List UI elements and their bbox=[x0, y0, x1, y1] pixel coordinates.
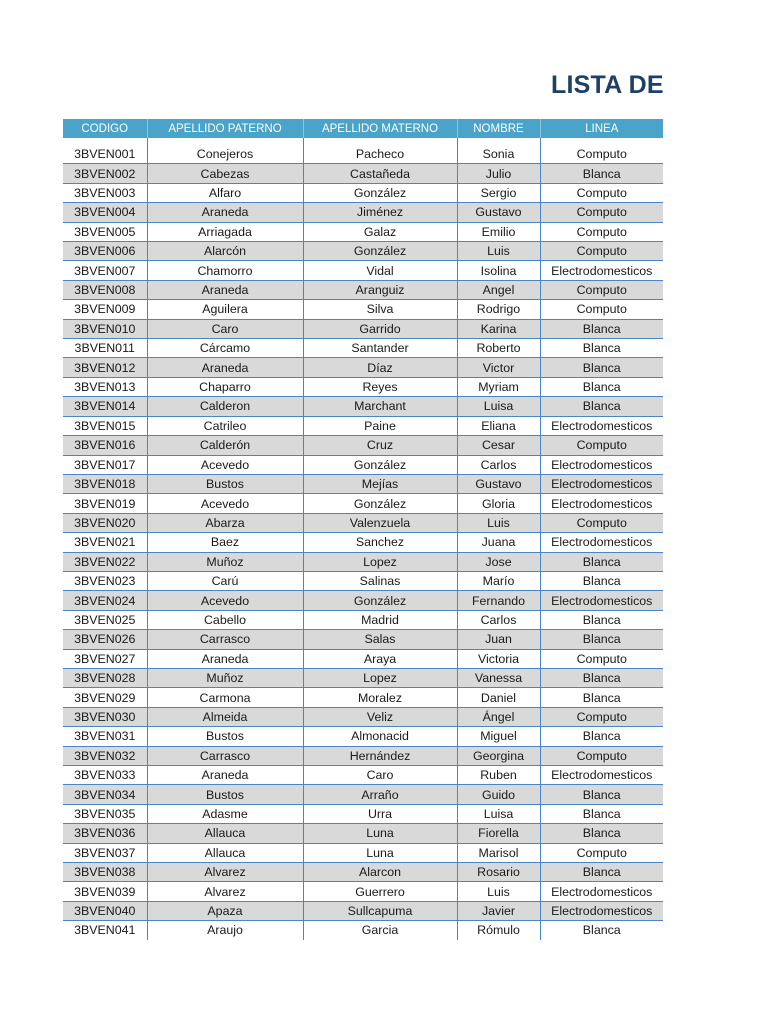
nombre-cell[interactable]: Carlos bbox=[457, 455, 540, 474]
apellido-paterno-cell[interactable]: Muñoz bbox=[147, 668, 303, 687]
table-row bbox=[63, 339, 663, 358]
linea-cell[interactable]: Electrodomesticos bbox=[540, 901, 663, 920]
linea-cell[interactable]: Blanca bbox=[540, 863, 663, 882]
codigo-cell[interactable]: 3BVEN005 bbox=[63, 222, 147, 241]
codigo-cell[interactable]: 3BVEN033 bbox=[63, 766, 147, 785]
nombre-cell[interactable]: Marío bbox=[457, 571, 540, 590]
apellido-paterno-cell[interactable]: Adasme bbox=[147, 804, 303, 823]
nombre-cell[interactable]: Rosario bbox=[457, 863, 540, 882]
codigo-cell[interactable]: 3BVEN026 bbox=[63, 630, 147, 649]
apellido-paterno-cell[interactable]: Acevedo bbox=[147, 591, 303, 610]
linea-cell[interactable]: Electrodomesticos bbox=[540, 474, 663, 493]
linea-cell[interactable]: Computo bbox=[540, 300, 663, 319]
linea-cell[interactable]: Blanca bbox=[540, 610, 663, 629]
nombre-cell[interactable]: Cesar bbox=[457, 436, 540, 455]
apellido-paterno-cell[interactable]: Araneda bbox=[147, 649, 303, 668]
linea-cell[interactable]: Computo bbox=[540, 649, 663, 668]
table-row bbox=[63, 203, 663, 222]
linea-cell[interactable]: Electrodomesticos bbox=[540, 766, 663, 785]
apellido-paterno-cell[interactable]: Araneda bbox=[147, 280, 303, 299]
nombre-cell[interactable]: Javier bbox=[457, 901, 540, 920]
linea-cell[interactable]: Electrodomesticos bbox=[540, 591, 663, 610]
codigo-cell[interactable]: 3BVEN038 bbox=[63, 863, 147, 882]
codigo-cell[interactable]: 3BVEN041 bbox=[63, 921, 147, 940]
table-row bbox=[63, 727, 663, 746]
linea-cell[interactable]: Computo bbox=[540, 183, 663, 202]
codigo-cell[interactable]: 3BVEN020 bbox=[63, 513, 147, 532]
apellido-materno-cell[interactable]: González bbox=[303, 494, 457, 513]
linea-cell[interactable]: Electrodomesticos bbox=[540, 416, 663, 435]
nombre-cell[interactable]: Sergio bbox=[457, 183, 540, 202]
nombre-cell[interactable]: Fernando bbox=[457, 591, 540, 610]
apellido-materno-cell[interactable]: Reyes bbox=[303, 377, 457, 396]
table-row bbox=[63, 280, 663, 299]
linea-cell[interactable]: Blanca bbox=[540, 358, 663, 377]
linea-cell[interactable]: Blanca bbox=[540, 377, 663, 396]
apellido-paterno-cell[interactable]: Allauca bbox=[147, 843, 303, 862]
codigo-cell[interactable]: 3BVEN034 bbox=[63, 785, 147, 804]
table-row bbox=[63, 145, 663, 164]
nombre-cell[interactable]: Guido bbox=[457, 785, 540, 804]
codigo-cell[interactable]: 3BVEN002 bbox=[63, 164, 147, 183]
table-row bbox=[63, 591, 663, 610]
table-row bbox=[63, 397, 663, 416]
apellido-paterno-cell[interactable]: Chamorro bbox=[147, 261, 303, 280]
spacer-cell bbox=[63, 138, 147, 145]
table-row bbox=[63, 222, 663, 241]
header-gap bbox=[63, 138, 663, 145]
linea-cell[interactable]: Computo bbox=[540, 222, 663, 241]
apellido-materno-cell[interactable]: Luna bbox=[303, 843, 457, 862]
table-row bbox=[63, 921, 663, 940]
table-row bbox=[63, 164, 663, 183]
apellido-paterno-cell[interactable]: Apaza bbox=[147, 901, 303, 920]
nombre-cell[interactable]: Roberto bbox=[457, 339, 540, 358]
apellido-materno-cell[interactable]: Lopez bbox=[303, 552, 457, 571]
codigo-cell[interactable]: 3BVEN025 bbox=[63, 610, 147, 629]
apellido-materno-cell[interactable]: Veliz bbox=[303, 707, 457, 726]
spacer-row bbox=[63, 138, 663, 145]
codigo-cell[interactable]: 3BVEN012 bbox=[63, 358, 147, 377]
apellido-materno-cell[interactable]: Arraño bbox=[303, 785, 457, 804]
apellido-materno-cell[interactable]: Marchant bbox=[303, 397, 457, 416]
table-row bbox=[63, 455, 663, 474]
linea-cell[interactable]: Blanca bbox=[540, 630, 663, 649]
nombre-cell[interactable]: Ángel bbox=[457, 707, 540, 726]
apellido-materno-cell[interactable]: Madrid bbox=[303, 610, 457, 629]
apellido-materno-cell[interactable]: Silva bbox=[303, 300, 457, 319]
column-header-codigo[interactable]: CODIGO bbox=[63, 119, 147, 138]
codigo-cell[interactable]: 3BVEN004 bbox=[63, 203, 147, 222]
apellido-paterno-cell[interactable]: Carmona bbox=[147, 688, 303, 707]
table-row bbox=[63, 358, 663, 377]
apellido-paterno-cell[interactable]: Catrileo bbox=[147, 416, 303, 435]
apellido-materno-cell[interactable]: Guerrero bbox=[303, 882, 457, 901]
apellido-materno-cell[interactable]: Almonacid bbox=[303, 727, 457, 746]
page-title: LISTA DE bbox=[551, 71, 664, 99]
apellido-materno-cell[interactable]: Castañeda bbox=[303, 164, 457, 183]
codigo-cell[interactable]: 3BVEN006 bbox=[63, 242, 147, 261]
apellido-paterno-cell[interactable]: Cabello bbox=[147, 610, 303, 629]
linea-cell[interactable]: Computo bbox=[540, 746, 663, 765]
apellido-paterno-cell[interactable]: Abarza bbox=[147, 513, 303, 532]
apellido-paterno-cell[interactable]: Cárcamo bbox=[147, 339, 303, 358]
table-row bbox=[63, 552, 663, 571]
codigo-cell[interactable]: 3BVEN010 bbox=[63, 319, 147, 338]
apellido-materno-cell[interactable]: Aranguiz bbox=[303, 280, 457, 299]
nombre-cell[interactable]: Gustavo bbox=[457, 474, 540, 493]
apellido-materno-cell[interactable]: Araya bbox=[303, 649, 457, 668]
nombre-cell[interactable]: Rodrigo bbox=[457, 300, 540, 319]
apellido-materno-cell[interactable]: Jiménez bbox=[303, 203, 457, 222]
codigo-cell[interactable]: 3BVEN011 bbox=[63, 339, 147, 358]
apellido-paterno-cell[interactable]: Muñoz bbox=[147, 552, 303, 571]
table-row bbox=[63, 474, 663, 493]
apellido-paterno-cell[interactable]: Calderón bbox=[147, 436, 303, 455]
table-row bbox=[63, 882, 663, 901]
nombre-cell[interactable]: Gustavo bbox=[457, 203, 540, 222]
nombre-cell[interactable]: Ruben bbox=[457, 766, 540, 785]
nombre-cell[interactable]: Sonia bbox=[457, 145, 540, 164]
table-body bbox=[63, 145, 663, 940]
nombre-cell[interactable]: Gloria bbox=[457, 494, 540, 513]
nombre-cell[interactable]: Juan bbox=[457, 630, 540, 649]
table-row bbox=[63, 494, 663, 513]
apellido-materno-cell[interactable]: Paine bbox=[303, 416, 457, 435]
apellido-paterno-cell[interactable]: Almeida bbox=[147, 707, 303, 726]
codigo-cell[interactable]: 3BVEN015 bbox=[63, 416, 147, 435]
nombre-cell[interactable]: Fiorella bbox=[457, 824, 540, 843]
nombre-cell[interactable]: Victor bbox=[457, 358, 540, 377]
codigo-cell[interactable]: 3BVEN036 bbox=[63, 824, 147, 843]
spacer-cell bbox=[457, 138, 540, 145]
nombre-cell[interactable]: Juana bbox=[457, 533, 540, 552]
apellido-paterno-cell[interactable]: Allauca bbox=[147, 824, 303, 843]
linea-cell[interactable]: Blanca bbox=[540, 804, 663, 823]
apellido-paterno-cell[interactable]: Alarcón bbox=[147, 242, 303, 261]
apellido-materno-cell[interactable]: González bbox=[303, 242, 457, 261]
codigo-cell[interactable]: 3BVEN009 bbox=[63, 300, 147, 319]
apellido-materno-cell[interactable]: Vidal bbox=[303, 261, 457, 280]
linea-cell[interactable]: Computo bbox=[540, 242, 663, 261]
codigo-cell[interactable]: 3BVEN001 bbox=[63, 145, 147, 164]
codigo-cell[interactable]: 3BVEN007 bbox=[63, 261, 147, 280]
apellido-paterno-cell[interactable]: Acevedo bbox=[147, 494, 303, 513]
codigo-cell[interactable]: 3BVEN017 bbox=[63, 455, 147, 474]
apellido-paterno-cell[interactable]: Cabezas bbox=[147, 164, 303, 183]
linea-cell[interactable]: Blanca bbox=[540, 552, 663, 571]
apellido-materno-cell[interactable]: Santander bbox=[303, 339, 457, 358]
linea-cell[interactable]: Electrodomesticos bbox=[540, 533, 663, 552]
codigo-cell[interactable]: 3BVEN024 bbox=[63, 591, 147, 610]
table-row bbox=[63, 688, 663, 707]
linea-cell[interactable]: Electrodomesticos bbox=[540, 261, 663, 280]
codigo-cell[interactable]: 3BVEN013 bbox=[63, 377, 147, 396]
header-row bbox=[63, 119, 663, 138]
table-row bbox=[63, 746, 663, 765]
linea-cell[interactable]: Blanca bbox=[540, 571, 663, 590]
linea-cell[interactable]: Blanca bbox=[540, 688, 663, 707]
table-header bbox=[63, 119, 663, 138]
table-row bbox=[63, 668, 663, 687]
codigo-cell[interactable]: 3BVEN014 bbox=[63, 397, 147, 416]
table-row bbox=[63, 766, 663, 785]
apellido-paterno-cell[interactable]: Bustos bbox=[147, 785, 303, 804]
linea-cell[interactable]: Blanca bbox=[540, 668, 663, 687]
apellido-paterno-cell[interactable]: Conejeros bbox=[147, 145, 303, 164]
nombre-cell[interactable]: Luis bbox=[457, 242, 540, 261]
column-header-apellido-paterno[interactable]: APELLIDO PATERNO bbox=[147, 119, 303, 138]
apellido-paterno-cell[interactable]: Alvarez bbox=[147, 882, 303, 901]
apellido-materno-cell[interactable]: Galaz bbox=[303, 222, 457, 241]
table-row bbox=[63, 804, 663, 823]
apellido-paterno-cell[interactable]: Araujo bbox=[147, 921, 303, 940]
linea-cell[interactable]: Electrodomesticos bbox=[540, 455, 663, 474]
apellido-paterno-cell[interactable]: Carrasco bbox=[147, 746, 303, 765]
table-row bbox=[63, 707, 663, 726]
linea-cell[interactable]: Computo bbox=[540, 280, 663, 299]
nombre-cell[interactable]: Myriam bbox=[457, 377, 540, 396]
codigo-cell[interactable]: 3BVEN027 bbox=[63, 649, 147, 668]
apellido-paterno-cell[interactable]: Acevedo bbox=[147, 455, 303, 474]
codigo-cell[interactable]: 3BVEN028 bbox=[63, 668, 147, 687]
codigo-cell[interactable]: 3BVEN023 bbox=[63, 571, 147, 590]
apellido-materno-cell[interactable]: Sanchez bbox=[303, 533, 457, 552]
nombre-cell[interactable]: Rómulo bbox=[457, 921, 540, 940]
linea-cell[interactable]: Blanca bbox=[582, 923, 621, 938]
codigo-cell[interactable]: 3BVEN030 bbox=[63, 707, 147, 726]
employee-table bbox=[63, 119, 663, 940]
table-row bbox=[63, 630, 663, 649]
linea-cell[interactable]: Electrodomesticos bbox=[540, 494, 663, 513]
nombre-cell[interactable]: Luisa bbox=[457, 804, 540, 823]
nombre-cell[interactable]: Daniel bbox=[457, 688, 540, 707]
apellido-paterno-cell[interactable]: Bustos bbox=[147, 727, 303, 746]
table-row bbox=[63, 377, 663, 396]
table-row bbox=[63, 610, 663, 629]
apellido-paterno-cell[interactable]: Baez bbox=[147, 533, 303, 552]
apellido-paterno-cell[interactable]: Carrasco bbox=[147, 630, 303, 649]
nombre-cell[interactable]: Eliana bbox=[457, 416, 540, 435]
nombre-cell[interactable]: Luis bbox=[457, 882, 540, 901]
column-header-linea[interactable]: LINEA bbox=[540, 119, 663, 138]
table-row bbox=[63, 863, 663, 882]
apellido-paterno-cell[interactable]: Araneda bbox=[147, 358, 303, 377]
nombre-cell[interactable]: Isolina bbox=[457, 261, 540, 280]
table-row bbox=[63, 261, 663, 280]
codigo-cell[interactable]: 3BVEN029 bbox=[63, 688, 147, 707]
table-row bbox=[63, 242, 663, 261]
nombre-cell[interactable]: Jose bbox=[457, 552, 540, 571]
linea-cell[interactable]: Blanca bbox=[540, 785, 663, 804]
linea-cell[interactable]: Blanca bbox=[540, 824, 663, 843]
linea-cell[interactable]: Computo bbox=[540, 843, 663, 862]
apellido-materno-cell[interactable]: Hernández bbox=[303, 746, 457, 765]
table-row bbox=[63, 571, 663, 590]
codigo-cell[interactable]: 3BVEN003 bbox=[63, 183, 147, 202]
apellido-materno-cell[interactable]: Alarcon bbox=[303, 863, 457, 882]
nombre-cell[interactable]: Angel bbox=[457, 280, 540, 299]
column-header-nombre[interactable]: NOMBRE bbox=[457, 119, 540, 138]
table-row bbox=[63, 513, 663, 532]
codigo-cell[interactable]: 3BVEN021 bbox=[63, 533, 147, 552]
codigo-cell[interactable]: 3BVEN040 bbox=[63, 901, 147, 920]
apellido-paterno-cell[interactable]: Chaparro bbox=[147, 377, 303, 396]
apellido-materno-cell[interactable]: Luna bbox=[303, 824, 457, 843]
apellido-paterno-cell[interactable]: Caro bbox=[147, 319, 303, 338]
codigo-cell[interactable]: 3BVEN019 bbox=[63, 494, 147, 513]
table-row bbox=[63, 785, 663, 804]
table-row bbox=[63, 533, 663, 552]
apellido-materno-cell[interactable]: Moralez bbox=[303, 688, 457, 707]
apellido-paterno-cell[interactable]: Aguilera bbox=[147, 300, 303, 319]
spacer-cell bbox=[147, 138, 303, 145]
linea-cell[interactable]: Blanca bbox=[540, 339, 663, 358]
apellido-materno-cell[interactable]: Pacheco bbox=[303, 145, 457, 164]
apellido-materno-cell[interactable]: Salas bbox=[303, 630, 457, 649]
codigo-cell[interactable]: 3BVEN008 bbox=[63, 280, 147, 299]
spacer-cell bbox=[540, 138, 663, 145]
apellido-materno-cell[interactable]: Salinas bbox=[303, 571, 457, 590]
apellido-paterno-cell[interactable]: Alfaro bbox=[147, 183, 303, 202]
linea-cell[interactable]: Blanca bbox=[540, 319, 663, 338]
apellido-materno-cell[interactable]: Urra bbox=[303, 804, 457, 823]
linea-cell[interactable]: Electrodomesticos bbox=[540, 882, 663, 901]
nombre-cell[interactable]: Carlos bbox=[457, 610, 540, 629]
apellido-materno-cell[interactable]: González bbox=[303, 591, 457, 610]
apellido-paterno-cell[interactable]: Araneda bbox=[147, 766, 303, 785]
nombre-cell[interactable]: Emilio bbox=[457, 222, 540, 241]
apellido-paterno-cell[interactable]: Bustos bbox=[147, 474, 303, 493]
linea-cell[interactable]: Computo bbox=[540, 436, 663, 455]
nombre-cell[interactable]: Luisa bbox=[457, 397, 540, 416]
table-row bbox=[63, 300, 663, 319]
linea-cell[interactable]: Computo bbox=[540, 513, 663, 532]
nombre-cell[interactable]: Luis bbox=[457, 513, 540, 532]
table-row bbox=[63, 824, 663, 843]
codigo-cell[interactable]: 3BVEN032 bbox=[63, 746, 147, 765]
apellido-paterno-cell[interactable]: Arriagada bbox=[147, 222, 303, 241]
nombre-cell[interactable]: Julio bbox=[457, 164, 540, 183]
column-header-apellido-materno[interactable]: APELLIDO MATERNO bbox=[303, 119, 457, 138]
nombre-cell[interactable]: Miguel bbox=[457, 727, 540, 746]
apellido-materno-cell[interactable]: González bbox=[303, 183, 457, 202]
codigo-cell[interactable]: 3BVEN022 bbox=[63, 552, 147, 571]
apellido-materno-cell[interactable]: González bbox=[303, 455, 457, 474]
linea-cell[interactable]: Blanca bbox=[540, 727, 663, 746]
apellido-materno-cell[interactable]: Sullcapuma bbox=[303, 901, 457, 920]
linea-cell[interactable]: Blanca bbox=[540, 397, 663, 416]
table-row bbox=[63, 183, 663, 202]
codigo-cell[interactable]: 3BVEN035 bbox=[63, 804, 147, 823]
apellido-materno-cell[interactable]: Díaz bbox=[303, 358, 457, 377]
apellido-materno-cell[interactable]: Garrido bbox=[303, 319, 457, 338]
nombre-cell[interactable]: Marisol bbox=[457, 843, 540, 862]
codigo-cell[interactable]: 3BVEN018 bbox=[63, 474, 147, 493]
table-row bbox=[63, 416, 663, 435]
nombre-cell[interactable]: Victoria bbox=[457, 649, 540, 668]
apellido-materno-cell[interactable]: Mejías bbox=[303, 474, 457, 493]
codigo-cell[interactable]: 3BVEN039 bbox=[63, 882, 147, 901]
table-row bbox=[63, 436, 663, 455]
apellido-materno-cell[interactable]: Valenzuela bbox=[303, 513, 457, 532]
codigo-cell[interactable]: 3BVEN037 bbox=[63, 843, 147, 862]
table-row bbox=[63, 843, 663, 862]
table-row bbox=[63, 319, 663, 338]
table-row bbox=[63, 649, 663, 668]
linea-cell[interactable]: Blanca bbox=[540, 164, 663, 183]
apellido-paterno-cell[interactable]: Alvarez bbox=[147, 863, 303, 882]
linea-cell[interactable]: Computo bbox=[540, 707, 663, 726]
apellido-materno-cell[interactable]: Garcia bbox=[303, 921, 457, 940]
apellido-paterno-cell[interactable]: Calderon bbox=[147, 397, 303, 416]
codigo-cell[interactable]: 3BVEN016 bbox=[63, 436, 147, 455]
linea-cell[interactable]: Computo bbox=[540, 203, 663, 222]
nombre-cell[interactable]: Vanessa bbox=[457, 668, 540, 687]
apellido-paterno-cell[interactable]: Carú bbox=[147, 571, 303, 590]
apellido-materno-cell[interactable]: Lopez bbox=[303, 668, 457, 687]
apellido-materno-cell[interactable]: Caro bbox=[303, 766, 457, 785]
linea-cell[interactable]: Computo bbox=[540, 145, 663, 164]
apellido-paterno-cell[interactable]: Araneda bbox=[147, 203, 303, 222]
nombre-cell[interactable]: Georgina bbox=[457, 746, 540, 765]
table-row bbox=[63, 901, 663, 920]
nombre-cell[interactable]: Karina bbox=[457, 319, 540, 338]
apellido-materno-cell[interactable]: Cruz bbox=[303, 436, 457, 455]
codigo-cell[interactable]: 3BVEN031 bbox=[63, 727, 147, 746]
spacer-cell bbox=[303, 138, 457, 145]
